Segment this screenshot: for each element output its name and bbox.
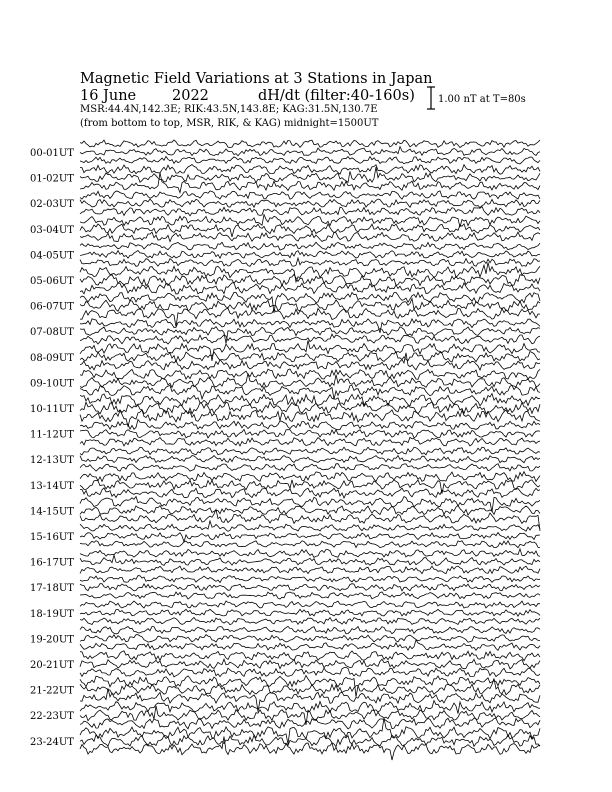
trace-msr <box>80 353 540 370</box>
trace-kag <box>80 394 540 406</box>
hour-label: 20-21UT <box>30 660 74 671</box>
trace-kag <box>80 140 540 148</box>
hour-label: 03-04UT <box>30 224 74 236</box>
trace-rik <box>80 147 540 156</box>
hour-label: 16-17UT <box>30 557 74 569</box>
trace-msr <box>80 207 540 216</box>
trace-msr <box>80 410 540 426</box>
hour-label: 05-06UT <box>30 276 74 287</box>
hour-label: 19-20UT <box>30 634 74 646</box>
parameter-label: dH/dt (filter:40-160s) <box>258 88 415 104</box>
hour-label: 18-19UT <box>30 608 74 620</box>
trace-rik <box>80 735 540 747</box>
trace-msr <box>80 718 540 729</box>
trace-msr <box>80 541 540 548</box>
trace-rik <box>80 555 540 565</box>
trace-msr <box>80 737 540 761</box>
hour-label: 22-23UT <box>30 711 74 723</box>
trace-msr <box>80 618 540 625</box>
hour-label: 11-12UT <box>30 429 74 441</box>
trace-kag <box>80 497 540 512</box>
hour-label: 07-08UT <box>30 327 74 339</box>
trace-kag <box>80 718 540 744</box>
trace-kag <box>80 215 540 228</box>
trace-rik <box>80 251 540 259</box>
scale-bar-icon <box>427 87 435 109</box>
hour-label: 17-18UT <box>30 583 74 595</box>
trace-rik <box>80 402 540 414</box>
trace-kag <box>80 472 540 482</box>
trace-rik <box>80 609 540 616</box>
trace-msr <box>80 308 540 327</box>
trace-msr <box>80 156 540 164</box>
trace-kag <box>80 576 540 583</box>
hour-label: 08-09UT <box>30 352 74 364</box>
trace-msr <box>80 566 540 574</box>
trace-rik <box>80 199 540 208</box>
trace-msr <box>80 592 540 599</box>
hour-label: 23-24UT <box>30 736 74 748</box>
hour-label: 15-16UT <box>30 532 74 543</box>
order-note: (from bottom to top, MSR, RIK, & KAG) midnight=1500UT <box>80 118 379 129</box>
trace-rik <box>80 429 540 438</box>
trace-kag <box>80 369 540 379</box>
trace-rik <box>80 678 540 694</box>
hour-label: 13-14UT <box>30 480 74 492</box>
trace-rik <box>80 706 540 725</box>
trace-rik <box>80 659 540 669</box>
trace-msr <box>80 173 540 193</box>
trace-kag <box>80 521 540 531</box>
trace-kag <box>80 601 540 608</box>
hour-label: 21-22UT <box>30 685 74 697</box>
trace-rik <box>80 456 540 463</box>
trace-kag <box>80 549 540 558</box>
hour-label: 12-13UT <box>30 455 74 467</box>
chart-title: Magnetic Field Variations at 3 Stations in Japan <box>80 71 433 87</box>
hour-label: 02-03UT <box>30 199 74 211</box>
trace-rik <box>80 352 540 363</box>
trace-msr <box>80 385 540 399</box>
trace-rik <box>80 274 540 285</box>
trace-msr <box>80 437 540 446</box>
date-label: 16 June <box>80 88 137 104</box>
trace-rik <box>80 635 540 643</box>
trace-rik <box>80 506 540 515</box>
trace-rik <box>80 373 540 387</box>
hour-label: 01-02UT <box>30 173 74 185</box>
trace-kag <box>80 651 540 661</box>
hour-label: 04-05UT <box>30 250 74 262</box>
trace-kag <box>80 626 540 633</box>
hour-label: 10-11UT <box>30 404 74 415</box>
trace-msr <box>80 334 540 344</box>
stations-label: MSR:44.4N,142.3E; RIK:43.5N,143.8E; KAG:31.5N,130.7E <box>80 104 378 115</box>
trace-msr <box>80 232 540 242</box>
trace-kag <box>80 447 540 455</box>
trace-msr <box>80 258 540 266</box>
hour-label: 09-10UT <box>30 378 74 390</box>
trace-msr <box>80 464 540 471</box>
trace-msr <box>80 667 540 677</box>
trace-kag <box>80 242 540 250</box>
hour-label: 06-07UT <box>30 301 74 313</box>
trace-rik <box>80 584 540 591</box>
hour-label: 14-15UT <box>30 506 74 518</box>
trace-msr <box>80 488 540 498</box>
trace-kag <box>80 191 540 199</box>
hour-label: 00-01UT <box>30 148 74 159</box>
trace-rik <box>80 533 540 542</box>
trace-kag <box>80 165 540 175</box>
trace-msr <box>80 689 540 712</box>
scale-label: 1.00 nT at T=80s <box>438 94 526 105</box>
year-label: 2022 <box>172 88 209 104</box>
